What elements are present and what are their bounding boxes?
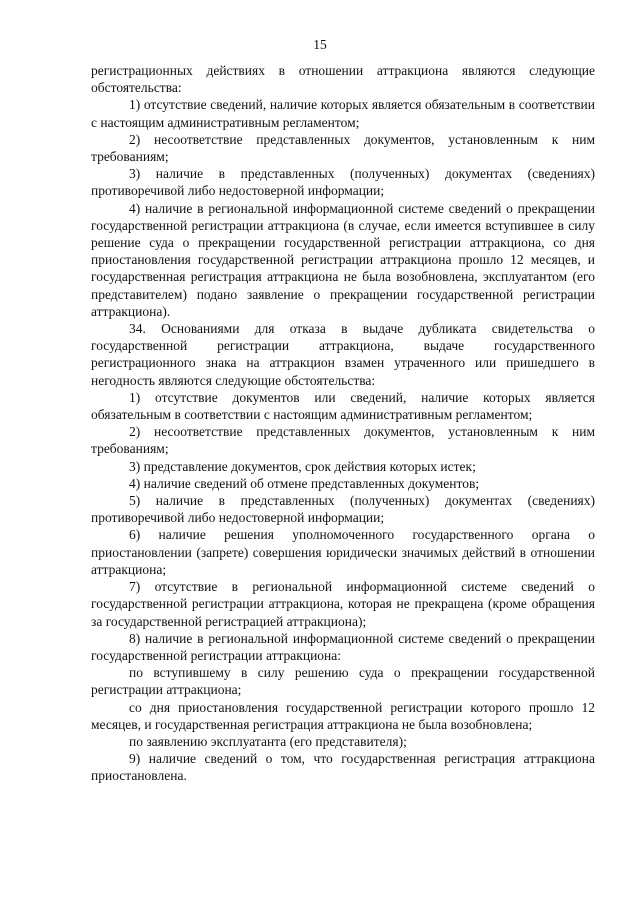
paragraph: 8) наличие в региональной информационной системе сведений о прекращении государственной регистрации аттракциона: <box>91 630 595 663</box>
paragraph: 5) наличие в представленных (полученных) документах (сведениях) противоречивой либо недостоверной информации; <box>91 493 595 526</box>
paragraph: 2) несоответствие представленных документов, установленным к ним требованиям; <box>91 424 595 457</box>
document-body <box>91 62 595 785</box>
paragraph: по заявлению эксплуатанта (его представителя); <box>129 733 407 749</box>
paragraph: 1) отсутствие документов или сведений, наличие которых является обязательным в соответствии с настоящим административным регламентом; <box>91 389 595 423</box>
paragraph: 1) отсутствие сведений, наличие которых является обязательным в соответствии с настоящим административным регламентом; <box>91 97 595 130</box>
paragraph: 4) наличие в региональной информационной системе сведений о прекращении государственной регистрации аттракциона (в случае, если имеется вступившее в силу решение суда о прекращении государственной регистрации аттракциона, со дня приостановления государственной регистрации аттракциона прошло 12 месяцев, и государственная регистрация аттракциона не была возобновлена, эксплуатантом (его представителем) подано заявление о прекращении государственной регистрации аттракциона). <box>91 200 595 319</box>
paragraph: по вступившему в силу решению суда о прекращении государственной регистрации аттракциона; <box>91 665 595 698</box>
paragraph: 34. Основаниями для отказа в выдаче дубликата свидетельства о государственной регистрации аттракциона, выдаче государственного регистрационного знака на аттракцион взамен утраченного или пришедшего в негодность являются следующие обстоятельства: <box>91 321 595 388</box>
page-number: 15 <box>313 37 327 52</box>
paragraph: 3) наличие в представленных (полученных) документах (сведениях) противоречивой либо недостоверной информации; <box>91 166 595 199</box>
paragraph: 3) представление документов, срок действия которых истек; <box>129 458 476 474</box>
paragraph: 2) несоответствие представленных документов, установленным к ним требованиям; <box>91 131 595 165</box>
paragraph: 6) наличие решения уполномоченного государственного органа о приостановлении (запрете) совершения юридически значимых действий в отношении аттракциона; <box>91 527 595 577</box>
paragraph: 4) наличие сведений об отмене представленных документов; <box>129 475 480 491</box>
paragraph: 7) отсутствие в региональной информационной системе сведений о государственной регистрации аттракциона, которая не прекращена (кроме обращения за государственной регистрацией аттракциона); <box>91 579 595 629</box>
paragraph: 9) наличие сведений о том, что государственная регистрация аттракциона приостановлена. <box>91 751 595 784</box>
paragraph: со дня приостановления государственной регистрации которого прошло 12 месяцев, и государственная регистрация аттракциона не была возобновлена; <box>91 699 595 732</box>
paragraph: регистрационных действиях в отношении аттракциона являются следующие обстоятельства: <box>91 63 595 96</box>
